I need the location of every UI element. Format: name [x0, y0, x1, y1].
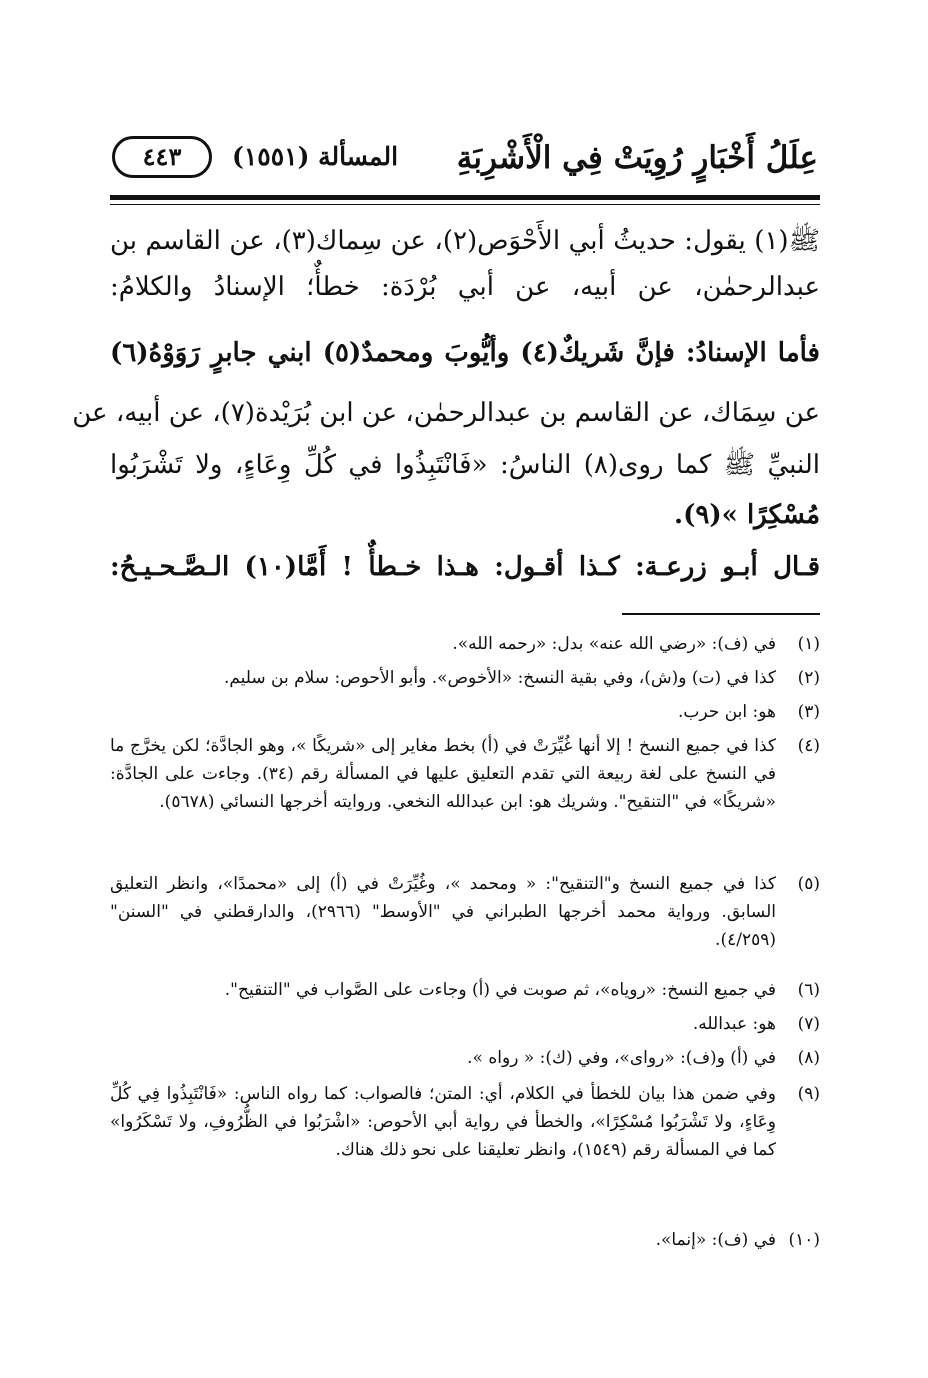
footnote-number: (١٠)	[788, 1230, 820, 1250]
footnote	[110, 732, 820, 816]
footnote-number: (٤)	[797, 736, 820, 756]
footnote	[110, 870, 820, 954]
footnote	[110, 664, 820, 692]
running-title: عِلَلُ أَخْبَارٍ رُوِيَتْ فِي الْأَشْرِبَةِ	[456, 140, 818, 176]
footnote-number: (٥)	[797, 874, 820, 894]
footnote-text: هو: ابن حرب.	[678, 702, 776, 722]
footnote	[110, 1226, 820, 1254]
footnote-number: (٣)	[797, 702, 820, 722]
footnote	[110, 1010, 820, 1038]
footnote	[110, 976, 820, 1004]
footnote-number: (٨)	[797, 1048, 820, 1068]
footnote-divider	[622, 613, 820, 615]
text-line: قـال أبـو زرعـة: كـذا أقـول: هـذا خـطأٌ ! أَمَّا(١٠) الـصَّـحـيـحُ:	[110, 552, 820, 582]
text-line: مُسْكِرًا »(٩).	[674, 500, 820, 530]
footnote-number: (٢)	[797, 668, 820, 688]
footnote-text: هو: عبدالله.	[692, 1014, 776, 1034]
page-number-badge: ٤٤٣	[112, 136, 212, 178]
text-line: عن سِمَاك، عن القاسم بن عبدالرحمٰن، عن ابن بُرَيْدة(٧)، عن أبيه، عن	[72, 398, 820, 428]
footnote-text: في (أ) و(ف): «روای»، وفي (ك): « رواه ».	[467, 1048, 776, 1068]
page-header	[112, 134, 818, 186]
header-rule-thick	[110, 195, 820, 200]
footnote	[110, 698, 820, 726]
footnote-text: في (ف): «رضي الله عنه» بدل: «رحمه الله».	[452, 634, 776, 654]
footnote-number: (٧)	[797, 1014, 820, 1034]
text-line: عبدالرحمٰن، عن أبيه، عن أبي بُرْدَة: خطأٌ؛ الإسنادُ والكلامُ:	[110, 272, 820, 302]
footnote	[110, 1044, 820, 1072]
footnote-number: (١)	[797, 634, 820, 654]
text-line: فأما الإسنادُ: فإنَّ شَريكٌ(٤) وأيُّوبَ ومحمدٌ(٥) ابني جابرٍ رَوَوْهُ(٦)	[110, 338, 820, 368]
footnote-text: في جميع النسخ: «روياه»، ثم صوبت في (أ) وجاءت على الصَّواب في "التنقيح".	[224, 980, 776, 1000]
footnote	[110, 630, 820, 658]
footnote-text: كذا في (ت) و(ش)، وفي بقية النسخ: «الأخوص». وأبو الأحوص: سلام بن سليم.	[223, 668, 776, 688]
footnote-text: كذا في جميع النسخ و"التنقيح": « ومحمد »، وغُيِّرَتْ في (أ) إلى «محمدًا»، وانظر التعليق السابق. ورواية محمد أخرجها الطبراني في "الأوسط" (٢٩٦٦)، والدارقطني في "السنن" (٤/٢٥٩).	[110, 874, 776, 950]
footnote-number: (٦)	[797, 980, 820, 1000]
issue-label: المسألة (١٥٥١)	[232, 142, 399, 171]
text-line: ﷺ(١) يقول: حديثُ أبي الأَحْوَص(٢)، عن سِماك(٣)، عن القاسم بن	[110, 226, 820, 256]
text-line: النبيِّ ﷺ كما روى(٨) الناسُ: «فَانْتَبِذُوا في كُلِّ وِعَاءٍ، ولا تَشْرَبُوا	[110, 450, 820, 480]
footnote-number: (٩)	[797, 1084, 820, 1104]
header-rule-thin	[110, 204, 820, 205]
footnote	[110, 1080, 820, 1164]
footnote-text: في (ف): «إنما».	[655, 1230, 776, 1250]
footnote-text: كذا في جميع النسخ ! إلا أنها غُيِّرَتْ في (أ) بخط مغاير إلى «شريكًا »، وهو الجادَّة؛ لكن يخرَّج ما في النسخ على لغة ربيعة التي تقدم التعليق عليها في المسألة رقم (٣٤). وجاءت على الجادَّة: «شريكًا» في "التنقيح". وشريك هو: ابن عبدالله النخعي. وروايته أخرجها النسائي (٥٦٧٨).	[110, 736, 776, 812]
footnote-text: وفي ضمن هذا بيان للخطأ في الكلام، أي: المتن؛ فالصواب: كما رواه الناس: «فَانْتَبِذُوا فِي كُلِّ وِعَاءٍ، ولا تَشْرَبُوا مُسْكِرًا»، والخطأ في رواية أبي الأحوص: «اشْرَبُوا في الظُّرُوفِ، ولا تَسْكَرُوا» كما في المسألة رقم (١٥٤٩)، وانظر تعليقنا على نحو ذلك هناك.	[110, 1084, 776, 1160]
